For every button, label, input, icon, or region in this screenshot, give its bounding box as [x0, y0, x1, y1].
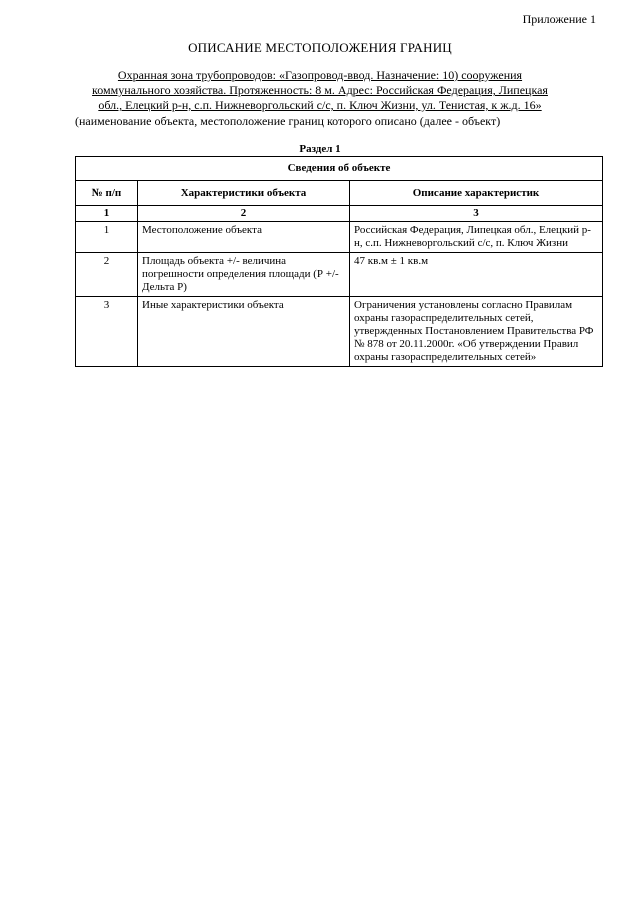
row-description: Российская Федерация, Липецкая обл., Елецкий р-н, с.п. Нижневоргольский с/с, п. Ключ Жизни [350, 222, 603, 253]
row-description: Ограничения установлены согласно Правилам охраны газораспределительных сетей, утвержденных Постановлением Правительства РФ № 878 от 20.11.2000г. «Об утверждении Правил охраны газораспределительных сетей» [350, 297, 603, 367]
column-number-row [76, 206, 603, 222]
row-number: 3 [76, 297, 138, 367]
table-caption-row [76, 157, 603, 181]
row-description: 47 кв.м ± 1 кв.м [350, 253, 603, 297]
column-number-2: 2 [138, 206, 350, 222]
object-description-note: (наименование объекта, местоположение границ которого описано (далее - объект) [75, 114, 501, 128]
column-header-characteristic: Характеристики объекта [138, 181, 350, 206]
table-row [76, 253, 603, 297]
table-row [76, 297, 603, 367]
row-characteristic: Местоположение объекта [138, 222, 350, 253]
row-number: 1 [76, 222, 138, 253]
row-characteristic: Иные характеристики объекта [138, 297, 350, 367]
row-characteristic: Площадь объекта +/- величина погрешности определения площади (Р +/- Дельта Р) [138, 253, 350, 297]
table-header-row [76, 181, 603, 206]
object-description: Охранная зона трубопроводов: «Газопровод-ввод. Назначение: 10) сооружения коммунального хозяйства. Протяженность: 8 м. Адрес: Российская Федерация, Липецкая обл., Елецкий р-н, с.п. Нижневоргольский с/с, п. Ключ Жизни, ул. Тенистая, к ж.д. 16» [92, 68, 548, 112]
column-header-number: № п/п [76, 181, 138, 206]
document-title: ОПИСАНИЕ МЕСТОПОЛОЖЕНИЯ ГРАНИЦ [188, 40, 452, 55]
table-row [76, 222, 603, 253]
appendix-label: Приложение 1 [522, 12, 596, 26]
section-label: Раздел 1 [299, 143, 341, 155]
column-number-1: 1 [76, 206, 138, 222]
object-info-table [75, 156, 603, 367]
row-number: 2 [76, 253, 138, 297]
table-caption: Сведения об объекте [76, 157, 603, 181]
column-number-3: 3 [350, 206, 603, 222]
column-header-description: Описание характеристик [350, 181, 603, 206]
